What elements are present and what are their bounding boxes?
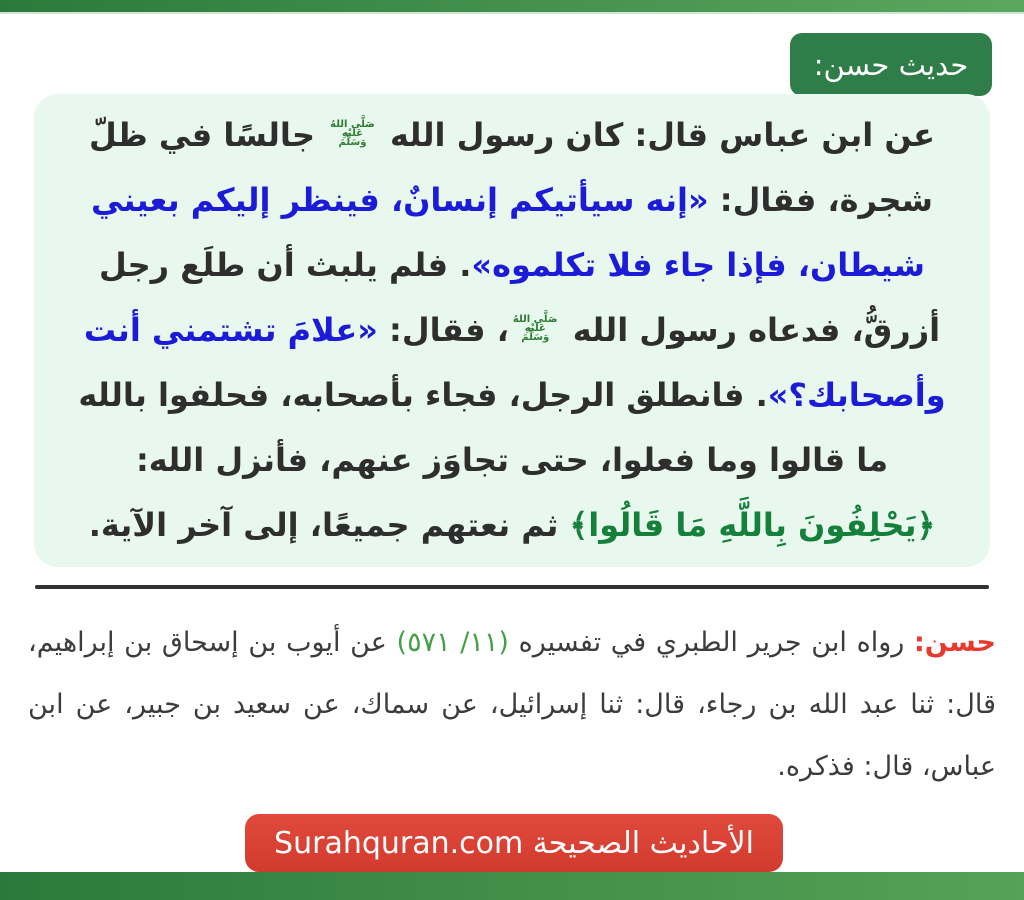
- hadith-grade-badge-label: حديث حسن:: [813, 47, 969, 82]
- hadith-segment-quote: «إنه سيأتيكم إنسانٌ، فينظر إليكم بعيني: [91, 181, 709, 219]
- hadith-line: [52, 103, 972, 168]
- hadith-segment: ، فقال:: [377, 311, 509, 349]
- hadith-line: [52, 298, 972, 363]
- hadith-grade-badge: [790, 33, 992, 96]
- top-accent-bar-shine: [0, 12, 1024, 14]
- hadith-segment: . فانطلق الرجل، فجاء بأصحابه، فحلفوا بالله: [78, 376, 768, 414]
- hadith-segment: جالسًا في ظلّ: [89, 116, 327, 154]
- takhrij-paragraph: [28, 612, 996, 798]
- takhrij-segment: رواه ابن جرير الطبري في تفسيره: [508, 627, 914, 658]
- hadith-segment: أزرقُّ، فدعاه رسول الله: [561, 311, 941, 349]
- takhrij-segment: عن أيوب بن إسحاق بن إبراهيم، قال: ثنا عبد الله بن رجاء، قال: ثنا إسرائيل، عن سماك، عن سعيد بن جبير، عن ابن عباس، قال: فذكره.: [28, 627, 996, 782]
- hadith-segment: عن ابن عباس قال: كان رسول الله: [378, 116, 935, 154]
- source-reference: (١١/ ٥٧١): [396, 627, 509, 658]
- hadith-text-card: [34, 94, 990, 567]
- hadith-segment: شجرة، فقال:: [708, 181, 933, 219]
- saw-ligature-row: وَسَلَّمَ: [521, 331, 550, 343]
- hadith-segment: ثم نعتهم جميعًا، إلى آخر الآية.: [88, 506, 570, 544]
- top-accent-bar: [0, 0, 1024, 12]
- hadith-line: [52, 233, 972, 298]
- saw-ligature-row: عَلَيْهِ: [341, 127, 364, 139]
- hadith-line: [52, 493, 972, 558]
- quran-citation: ﴿يَحْلِفُونَ بِاللَّهِ مَا قَالُوا﴾: [569, 506, 936, 544]
- site-banner-label: الأحاديث الصحيحة Surahquran.com: [274, 825, 754, 861]
- bottom-accent-bar: [0, 872, 1024, 900]
- saw-ligature: [330, 120, 375, 147]
- hadith-line: [52, 363, 972, 428]
- grade-label: حسن:: [913, 627, 997, 658]
- hadith-segment: ما قالوا وما فعلوا، حتى تجاوَز عنهم، فأنزل الله:: [135, 441, 889, 479]
- hadith-segment: . فلم يلبث أن طلَع رجل: [99, 246, 472, 284]
- saw-ligature-row: صَلَّى اللهُ: [512, 313, 558, 325]
- saw-ligature: [513, 315, 558, 342]
- section-divider: [35, 585, 989, 589]
- saw-ligature-row: صَلَّى اللهُ: [330, 118, 375, 130]
- site-banner[interactable]: [245, 814, 783, 872]
- saw-ligature-row: عَلَيْهِ: [524, 322, 546, 334]
- hadith-segment-quote: «علامَ تشتمني أنت: [83, 311, 378, 349]
- hadith-segment-quote: شيطان، فإذا جاء فلا تكلموه»: [471, 246, 925, 284]
- hadith-segment-quote: وأصحابك؟»: [767, 376, 946, 414]
- hadith-line: [52, 428, 972, 493]
- hadith-line: [52, 168, 972, 233]
- saw-ligature-row: وَسَلَّمَ: [338, 136, 367, 148]
